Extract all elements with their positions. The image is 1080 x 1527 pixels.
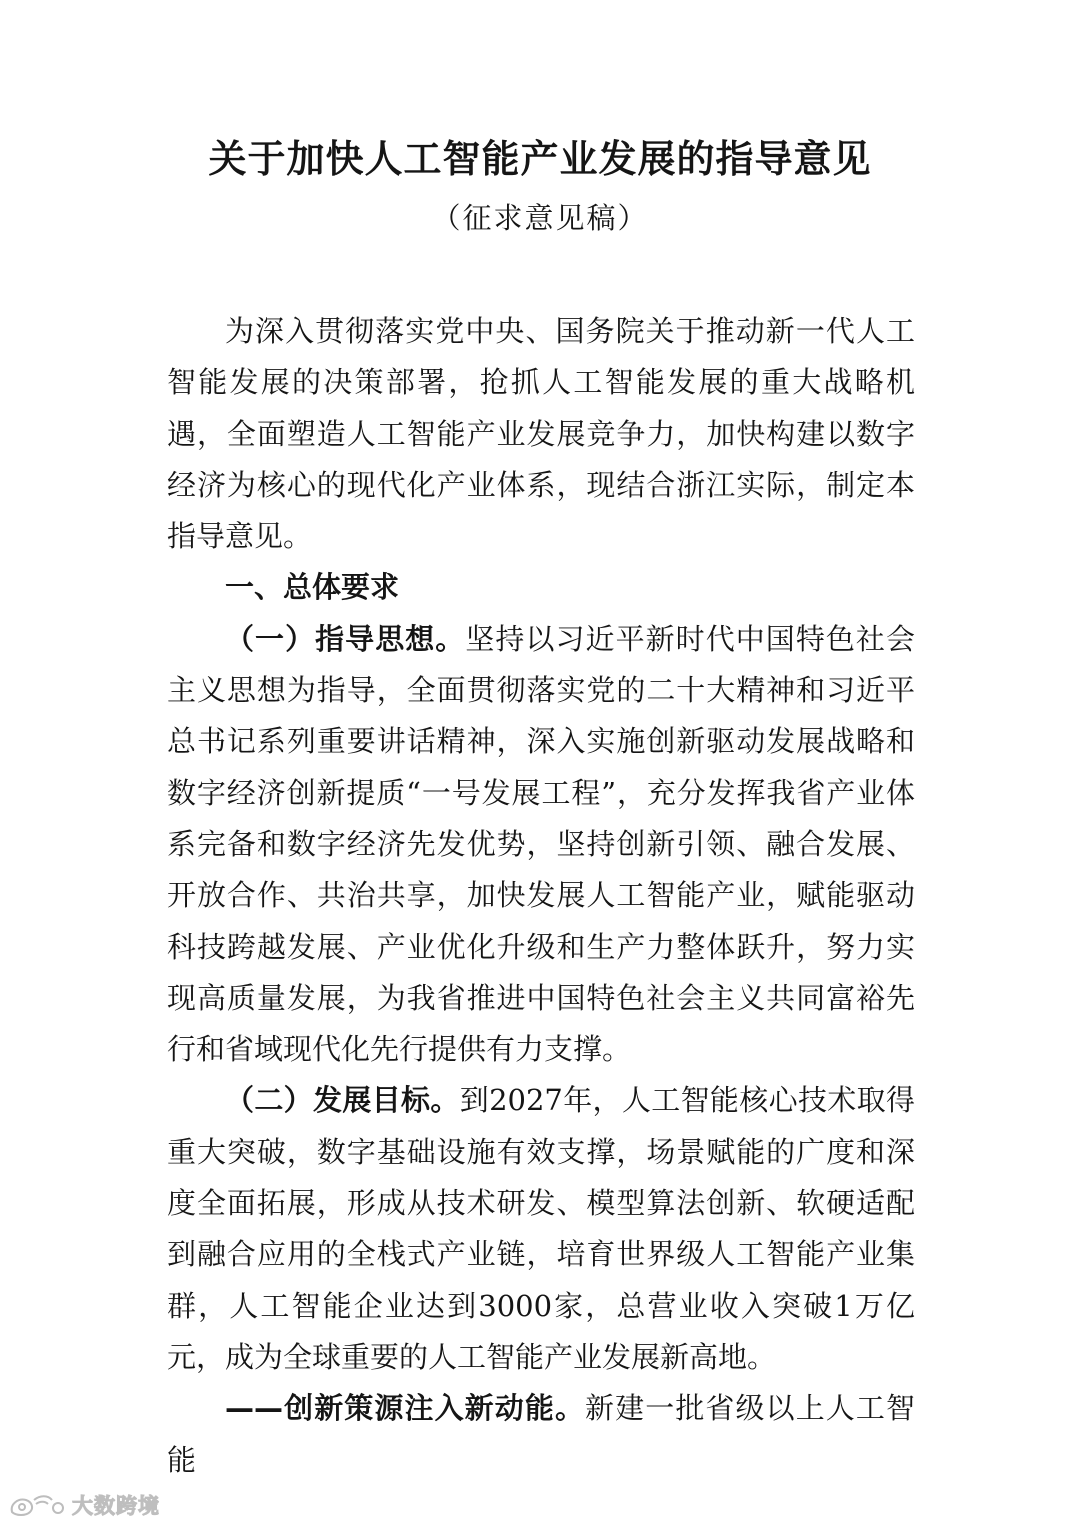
intro-paragraph: 为深入贯彻落实党中央、国务院关于推动新一代人工智能发展的决策部署，抢抓人工智能发展的重大战略机遇，全面塑造人工智能产业发展竞争力，加快构建以数字经济为核心的现代化产业体系，现结合浙江实际，制定本指导意见。: [167, 314, 915, 554]
paragraph-lead: （一）指导思想。: [225, 621, 466, 656]
paragraph-lead: ——创新策源注入新动能。: [225, 1391, 586, 1426]
document-body: [167, 306, 915, 1486]
document-subtitle: （征求意见稿）: [431, 201, 649, 235]
innovation-paragraph: [167, 1383, 915, 1486]
watermark-text: 大数跨境: [72, 1494, 160, 1518]
paragraph-lead: （二）发展目标。: [225, 1083, 460, 1118]
paragraph-text: 坚持以习近平新时代中国特色社会主义思想为指导，全面贯彻落实党的二十大精神和习近平总书记系列重要讲话精神，深入实施创新驱动发展战略和数字经济创新提质“一号发展工程”，充分发挥我省产业体系完备和数字经济先发优势，坚持创新引领、融合发展、开放合作、共治共享，加快发展人工智能产业，赋能驱动科技跨越发展、产业优化升级和生产力整体跃升，努力实现高质量发展，为我省推进中国特色社会主义共同富裕先行和省域现代化先行提供有力支撑。: [167, 621, 915, 1067]
watermark: [8, 1490, 160, 1520]
guiding-ideology-paragraph: [167, 614, 915, 1076]
document-title: 关于加快人工智能产业发展的指导意见: [208, 137, 872, 181]
paragraph-text: 新建一批省级以上人工智能: [167, 1391, 915, 1477]
weibo-style-logo-icon: [8, 1492, 66, 1518]
development-goals-paragraph: [167, 1075, 915, 1383]
section-heading: 一、总体要求: [225, 570, 400, 605]
paragraph-text: 到2027年，人工智能核心技术取得重大突破，数字基础设施有效支撑，场景赋能的广度和深度全面拓展，形成从技术研发、模型算法创新、软硬适配到融合应用的全栈式产业链，培育世界级人工智能产业集群，人工智能企业达到3000家，总营业收入突破1万亿元，成为全球重要的人工智能产业发展新高地。: [167, 1083, 915, 1374]
